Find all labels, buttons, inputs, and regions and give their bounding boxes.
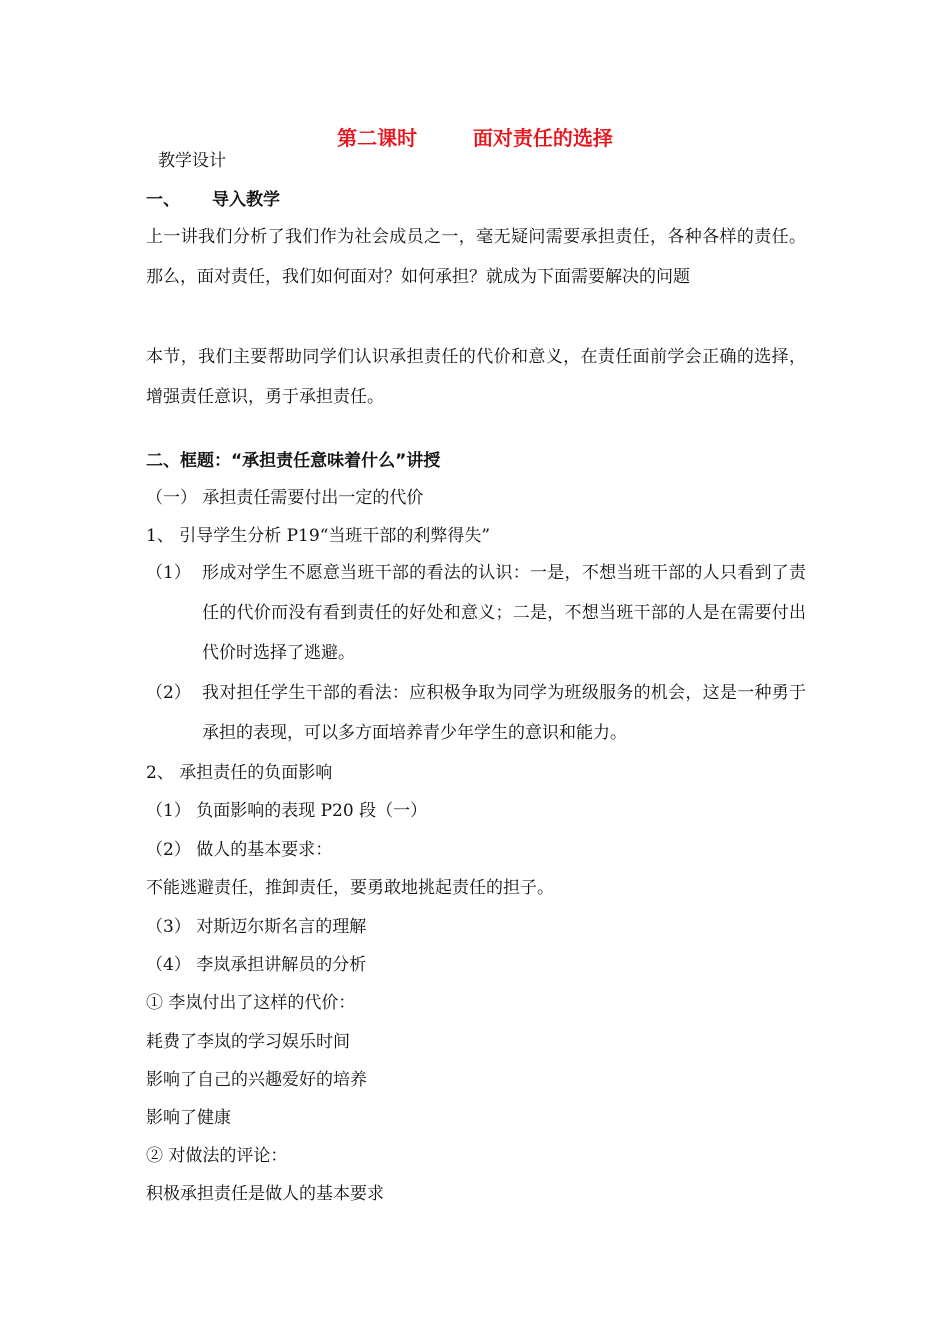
list-item-1-1-number: （1） <box>146 563 191 583</box>
list-item-2-2: （2） 做人的基本要求： <box>146 840 333 860</box>
circled-item-1: ① 李岚付出了这样的代价： <box>146 993 356 1013</box>
circled-item-1-c: 影响了健康 <box>146 1108 231 1128</box>
list-item-1-2 <box>146 673 806 753</box>
section1-heading: 导入教学 <box>212 190 280 210</box>
list-item-2: 2、 承担责任的负面影响 <box>146 763 333 783</box>
section1-paragraph-2: 本节，我们主要帮助同学们认识承担责任的代价和意义，在责任面前学会正确的选择，增强责任意识，勇于承担责任。 <box>146 347 806 407</box>
list-item-1-2-number: （2） <box>146 683 191 703</box>
circled-item-1-a: 耗费了李岚的学习娱乐时间 <box>146 1032 350 1052</box>
section2-heading: 二、框题：“承担责任意味着什么”讲授 <box>146 451 441 471</box>
list-item-2-3: （3） 对斯迈尔斯名言的理解 <box>146 917 367 937</box>
list-item-1: 1、 引导学生分析 P19“当班干部的利弊得失” <box>146 526 491 546</box>
list-item-1-1-text: 形成对学生不愿意当班干部的看法的认识：一是，不想当班干部的人只看到了责任的代价而没有看到责任的好处和意义；二是，不想当班干部的人是在需要付出代价时选择了逃避。 <box>202 563 806 663</box>
section1-heading-number: 一、 <box>146 190 180 210</box>
circled-item-1-b: 影响了自己的兴趣爱好的培养 <box>146 1070 367 1090</box>
circled-item-2: ② 对做法的评论： <box>146 1146 288 1166</box>
page-title: 第二课时 面对责任的选择 <box>337 126 613 150</box>
list-item-1-1 <box>146 553 806 673</box>
list-item-1-2-text: 我对担任学生干部的看法：应积极争取为同学为班级服务的机会，这是一种勇于承担的表现，可以多方面培养青少年学生的意识和能力。 <box>202 683 806 743</box>
section1-paragraph-1: 上一讲我们分析了我们作为社会成员之一，毫无疑问需要承担责任，各种各样的责任。那么，面对责任，我们如何面对？如何承担？就成为下面需要解决的问题 <box>146 227 806 287</box>
circled-item-2-a: 积极承担责任是做人的基本要求 <box>146 1184 384 1204</box>
subsection-1: （一） 承担责任需要付出一定的代价 <box>146 488 424 508</box>
list-item-2-2-text: 不能逃避责任，推卸责任，要勇敢地挑起责任的担子。 <box>146 878 554 898</box>
list-item-2-4: （4） 李岚承担讲解员的分析 <box>146 955 367 975</box>
list-item-2-1: （1） 负面影响的表现 P20 段（一） <box>146 801 428 821</box>
subtitle: 教学设计 <box>158 151 226 171</box>
